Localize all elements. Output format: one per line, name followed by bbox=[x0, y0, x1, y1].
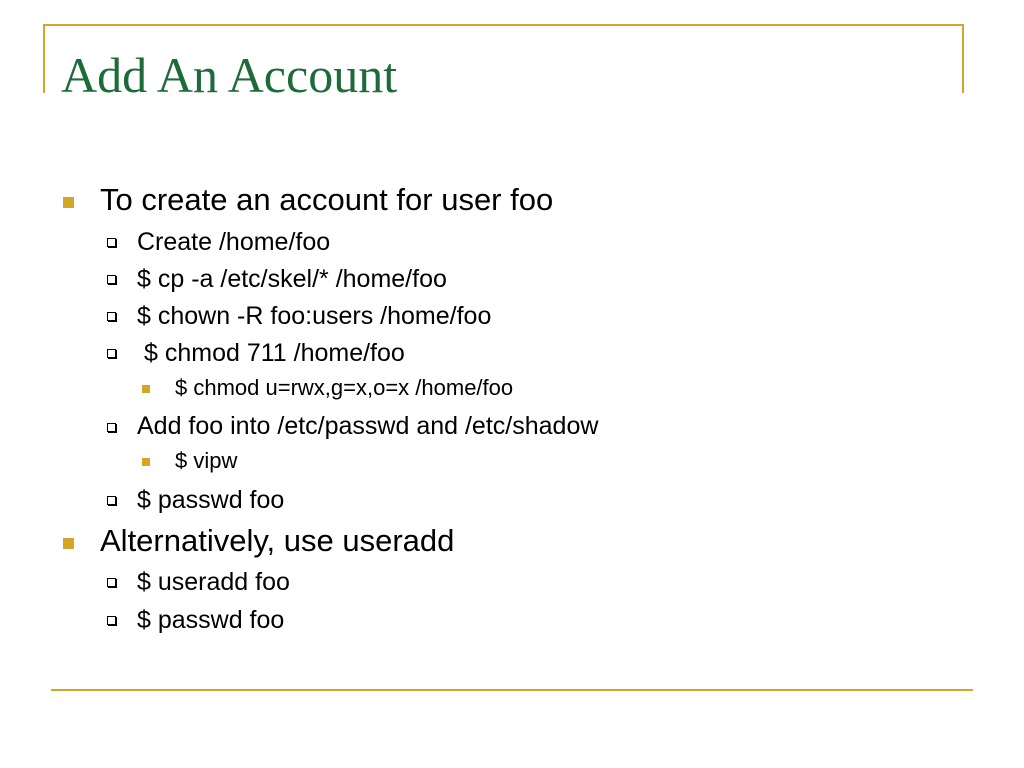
hollow-square-bullet-icon bbox=[107, 616, 116, 625]
slide-title: Add An Account bbox=[61, 47, 398, 103]
hollow-square-bullet-icon bbox=[107, 275, 116, 284]
frame-top-line bbox=[43, 24, 964, 26]
hollow-square-bullet-icon bbox=[107, 349, 116, 358]
bullet-item-level3: $ chmod u=rwx,g=x,o=x /home/foo bbox=[175, 375, 514, 400]
bullet-item-level1: To create an account for user foo bbox=[100, 182, 554, 217]
bullet-item-level2: $ useradd foo bbox=[137, 568, 290, 596]
hollow-square-bullet-icon bbox=[107, 423, 116, 432]
frame-left-line bbox=[43, 24, 45, 93]
bullet-item-level2: $ chmod 711 /home/foo bbox=[144, 339, 405, 367]
square-bullet-icon bbox=[63, 538, 74, 549]
hollow-square-bullet-icon bbox=[107, 238, 116, 247]
bullet-item-level2: $ cp -a /etc/skel/* /home/foo bbox=[137, 265, 447, 293]
frame-right-line bbox=[962, 24, 964, 93]
square-bullet-icon bbox=[63, 197, 74, 208]
bullet-item-level2: Create /home/foo bbox=[137, 228, 331, 256]
bullet-item-level1: Alternatively, use useradd bbox=[100, 523, 455, 558]
bullet-item-level3: $ vipw bbox=[175, 448, 238, 473]
hollow-square-bullet-icon bbox=[107, 496, 116, 505]
bullet-item-level2: $ chown -R foo:users /home/foo bbox=[137, 302, 492, 330]
bullet-item-level2: $ passwd foo bbox=[137, 606, 285, 634]
square-bullet-icon bbox=[142, 458, 150, 466]
bullet-item-level2: $ passwd foo bbox=[137, 486, 285, 514]
frame-bottom-line bbox=[51, 689, 973, 691]
hollow-square-bullet-icon bbox=[107, 578, 116, 587]
hollow-square-bullet-icon bbox=[107, 312, 116, 321]
bullet-item-level2: Add foo into /etc/passwd and /etc/shadow bbox=[137, 412, 599, 440]
square-bullet-icon bbox=[142, 385, 150, 393]
